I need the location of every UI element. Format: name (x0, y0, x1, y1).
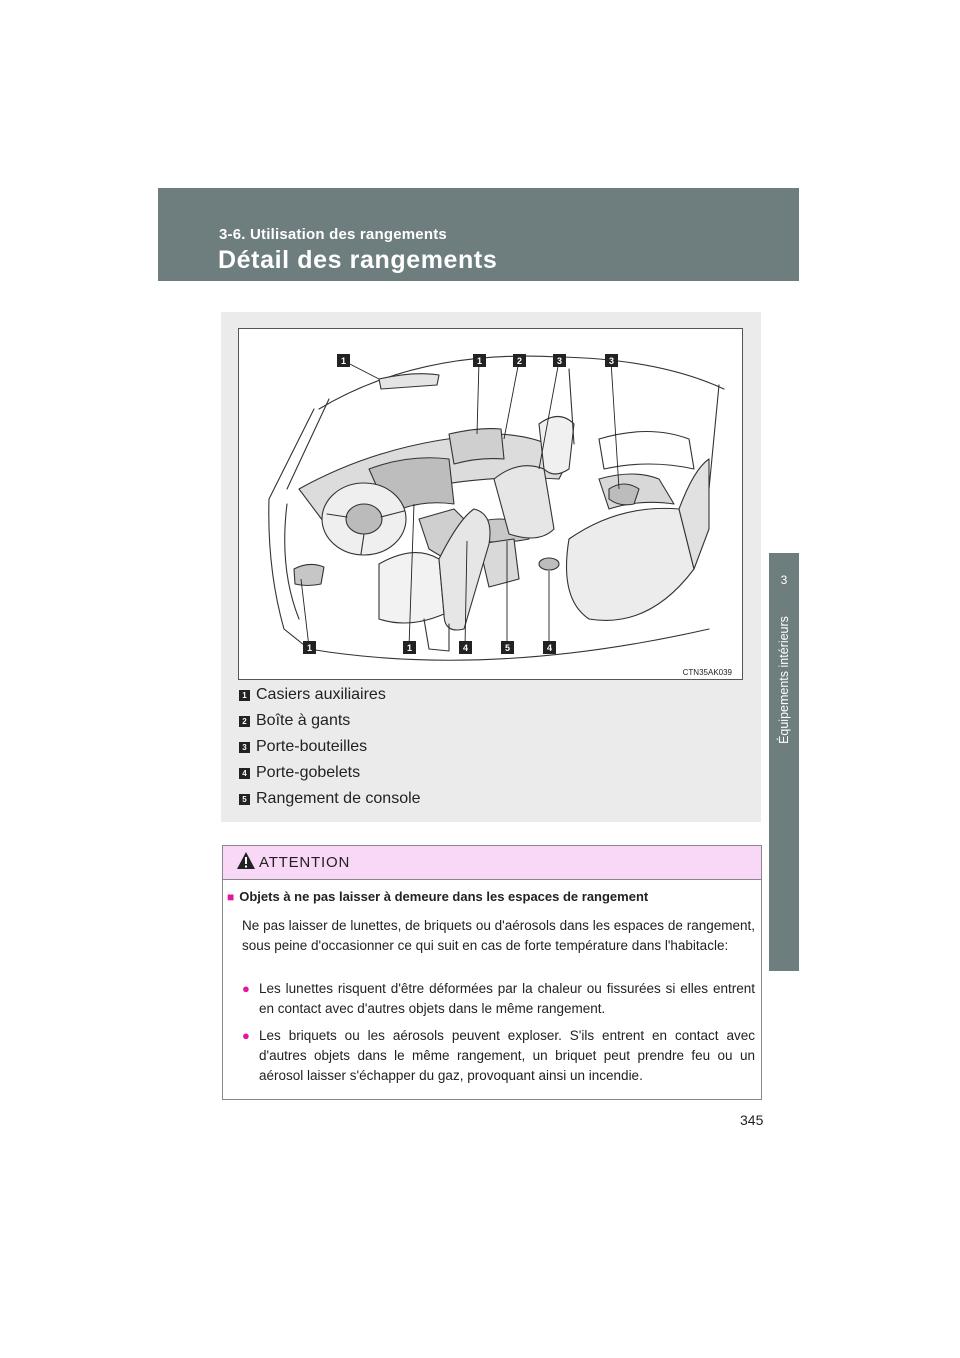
warning-triangle-icon (236, 851, 256, 870)
caution-bullet-text: Les briquets ou les aérosols peuvent exploser. S'ils entrent en contact avec d'autres objets dans le même rangement, un briquet peut prendre feu ou un aérosol laisser s'échapper du gaz, provoquant ainsi un incendie. (259, 1028, 755, 1083)
page-title: Détail des rangements (218, 246, 498, 274)
legend-number: 4 (239, 768, 250, 779)
figure-code: CTN35AK039 (682, 668, 732, 677)
callout-bottom-1: 1 (306, 643, 313, 653)
chapter-number: 3 (780, 573, 788, 587)
caution-box (222, 845, 762, 1100)
callout-top-3: 2 (516, 356, 523, 366)
callout-top-2: 1 (476, 356, 483, 366)
section-header (158, 188, 799, 281)
caution-paragraph: Ne pas laisser de lunettes, de briquets ou d'aérosols dans les espaces de rangement, sous peine d'occasionner ce qui suit en cas de forte température dans l'habitacle: (242, 918, 755, 953)
callout-top-1: 1 (340, 356, 347, 366)
chapter-label: Équipements intérieurs (777, 616, 791, 744)
bullet-dot-icon: ● (242, 1028, 250, 1043)
caution-bullet (242, 1026, 755, 1086)
bullet-dot-icon: ● (242, 981, 250, 996)
caution-title: ATTENTION (259, 854, 351, 871)
legend-number: 5 (239, 794, 250, 805)
callout-bottom-2: 1 (406, 643, 413, 653)
callout-top-4: 3 (556, 356, 563, 366)
callout-top-5: 3 (608, 356, 615, 366)
legend-number: 2 (239, 716, 250, 727)
callout-bottom-5: 4 (546, 643, 553, 653)
section-label: 3-6. Utilisation des rangements (219, 226, 447, 243)
legend-label: Porte-bouteilles (256, 738, 368, 755)
legend-item (239, 760, 421, 786)
caution-bullet (242, 979, 755, 1019)
caution-bullet-text: Les lunettes risquent d'être déformées par la chaleur ou fissurées si elles entrent en contact avec d'autres objets dans le même rangement. (259, 981, 755, 1016)
callout-bottom-3: 4 (462, 643, 469, 653)
legend-item (239, 682, 421, 708)
page-number: 345 (740, 1112, 764, 1128)
square-bullet-icon: ■ (227, 890, 235, 904)
legend-item (239, 786, 421, 812)
legend-label: Boîte à gants (256, 712, 351, 729)
legend-number: 1 (239, 690, 250, 701)
legend-label: Casiers auxiliaires (256, 686, 386, 703)
caution-header (223, 846, 761, 880)
legend-label: Porte-gobelets (256, 764, 361, 781)
figure-panel (221, 312, 761, 822)
caution-subtitle (227, 889, 753, 904)
legend (239, 682, 421, 812)
legend-item (239, 734, 421, 760)
caution-subtitle-text: Objets à ne pas laisser à demeure dans les espaces de rangement (239, 889, 649, 904)
legend-number: 3 (239, 742, 250, 753)
legend-label: Rangement de console (256, 790, 421, 807)
callout-bottom-4: 5 (504, 643, 511, 653)
legend-item (239, 708, 421, 734)
interior-illustration (238, 328, 743, 680)
car-interior-drawing (239, 329, 742, 679)
